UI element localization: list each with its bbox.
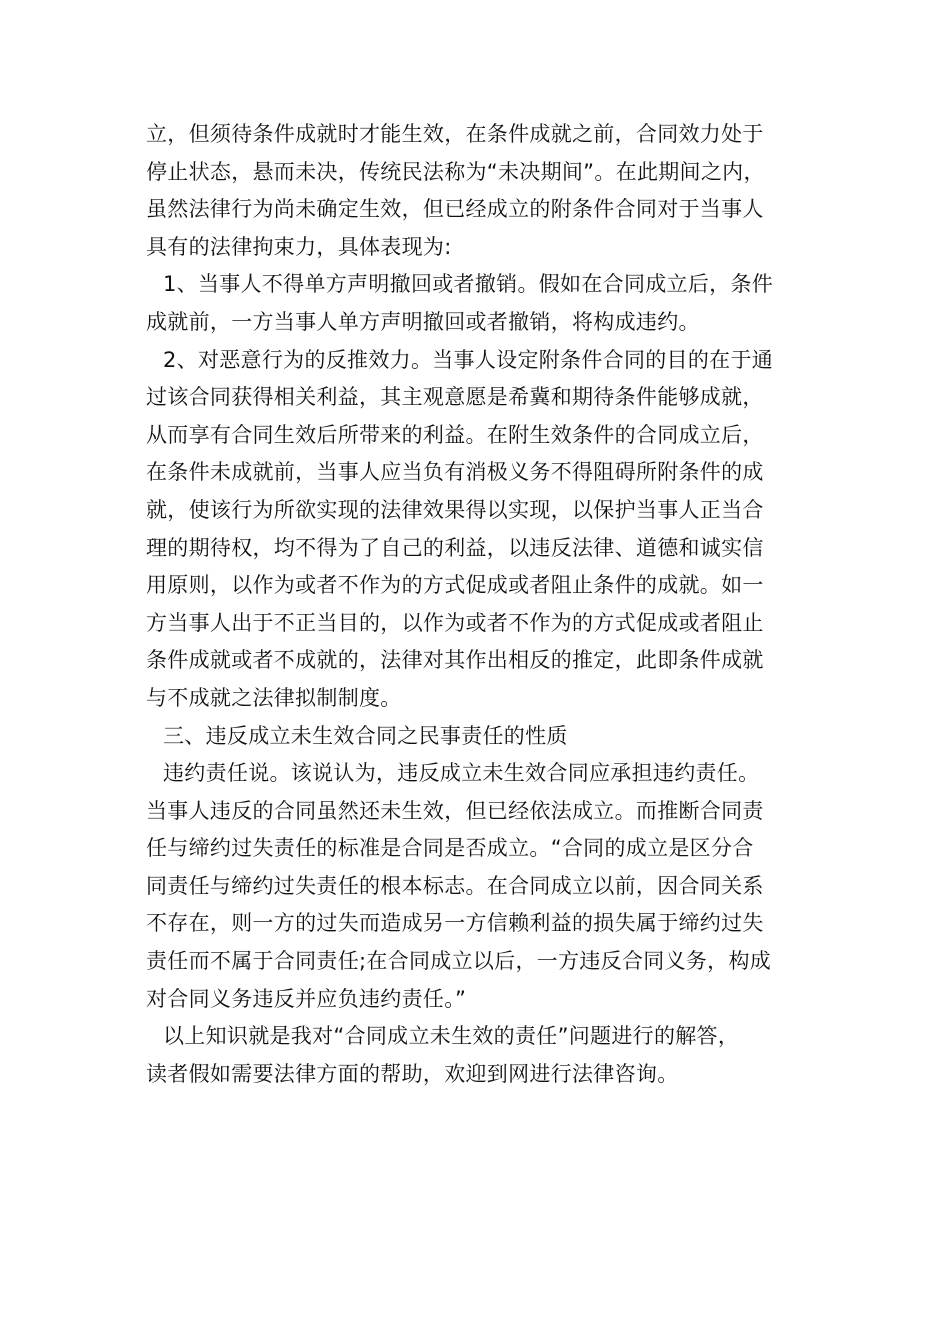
paragraph-start: 以上知识就是我对“合同成立未生效的责任”问题进行的解答， (163, 1024, 740, 1049)
text-line: 同责任与缔约过失责任的根本标志。在合同成立以前，因合同关系 (146, 873, 764, 898)
text-line: 立，但须待条件成就时才能生效，在条件成就之前，合同效力处于 (146, 122, 764, 146)
text-line: 任与缔约过失责任的标准是合同是否成立。“合同的成立是区分合 (146, 836, 754, 861)
paragraph-start: 违约责任说。该说认为，违反成立未生效合同应承担违约责任。 (163, 761, 760, 786)
text-line: 理的期待权，均不得为了自己的利益，以违反法律、道德和诚实信 (146, 535, 764, 560)
text-line: 就，使该行为所欲实现的法律效果得以实现，以保护当事人正当合 (146, 497, 764, 522)
text-line: 条件成就或者不成就的，法律对其作出相反的推定，此即条件成就 (146, 648, 764, 673)
text-line: 责任而不属于合同责任;在合同成立以后，一方违反合同义务，构成 (146, 949, 772, 974)
text-line: 不存在，则一方的过失而造成另一方信赖利益的损失属于缔约过失 (146, 911, 764, 936)
text-line: 虽然法律行为尚未确定生效，但已经成立的附条件合同对于当事人 (146, 197, 764, 222)
document-body (146, 116, 818, 1093)
text-line: 具有的法律拘束力，具体表现为: (146, 234, 452, 259)
text-line: 对合同义务违反并应负违约责任。” (146, 986, 467, 1011)
text-line: 与不成就之法律拟制制度。 (146, 685, 402, 710)
text-line: 成就前，一方当事人单方声明撤回或者撤销，将构成违约。 (146, 309, 700, 334)
list-item-1: 1、当事人不得单方声明撤回或者撤销。假如在合同成立后，条件 (163, 272, 774, 297)
text-line: 停止状态，悬而未决，传统民法称为“未决期间”。在此期间之内， (146, 159, 765, 184)
text-line: 过该合同获得相关利益，其主观意愿是希冀和期待条件能够成就， (146, 385, 764, 410)
list-item-2: 2、对恶意行为的反推效力。当事人设定附条件合同的目的在于通 (163, 347, 774, 372)
text-line: 当事人违反的合同虽然还未生效，但已经依法成立。而推断合同责 (146, 798, 764, 823)
text-line: 用原则，以作为或者不作为的方式促成或者阻止条件的成就。如一 (146, 573, 764, 598)
text-line: 方当事人出于不正当目的，以作为或者不作为的方式促成或者阻止 (146, 610, 764, 635)
text-line: 从而享有合同生效后所带来的利益。在附生效条件的合同成立后， (146, 422, 764, 447)
section-heading: 三、违反成立未生效合同之民事责任的性质 (163, 723, 568, 748)
text-line: 在条件未成就前，当事人应当负有消极义务不得阻碍所附条件的成 (146, 460, 764, 485)
text-line: 读者假如需要法律方面的帮助，欢迎到网进行法律咨询。 (146, 1061, 679, 1086)
